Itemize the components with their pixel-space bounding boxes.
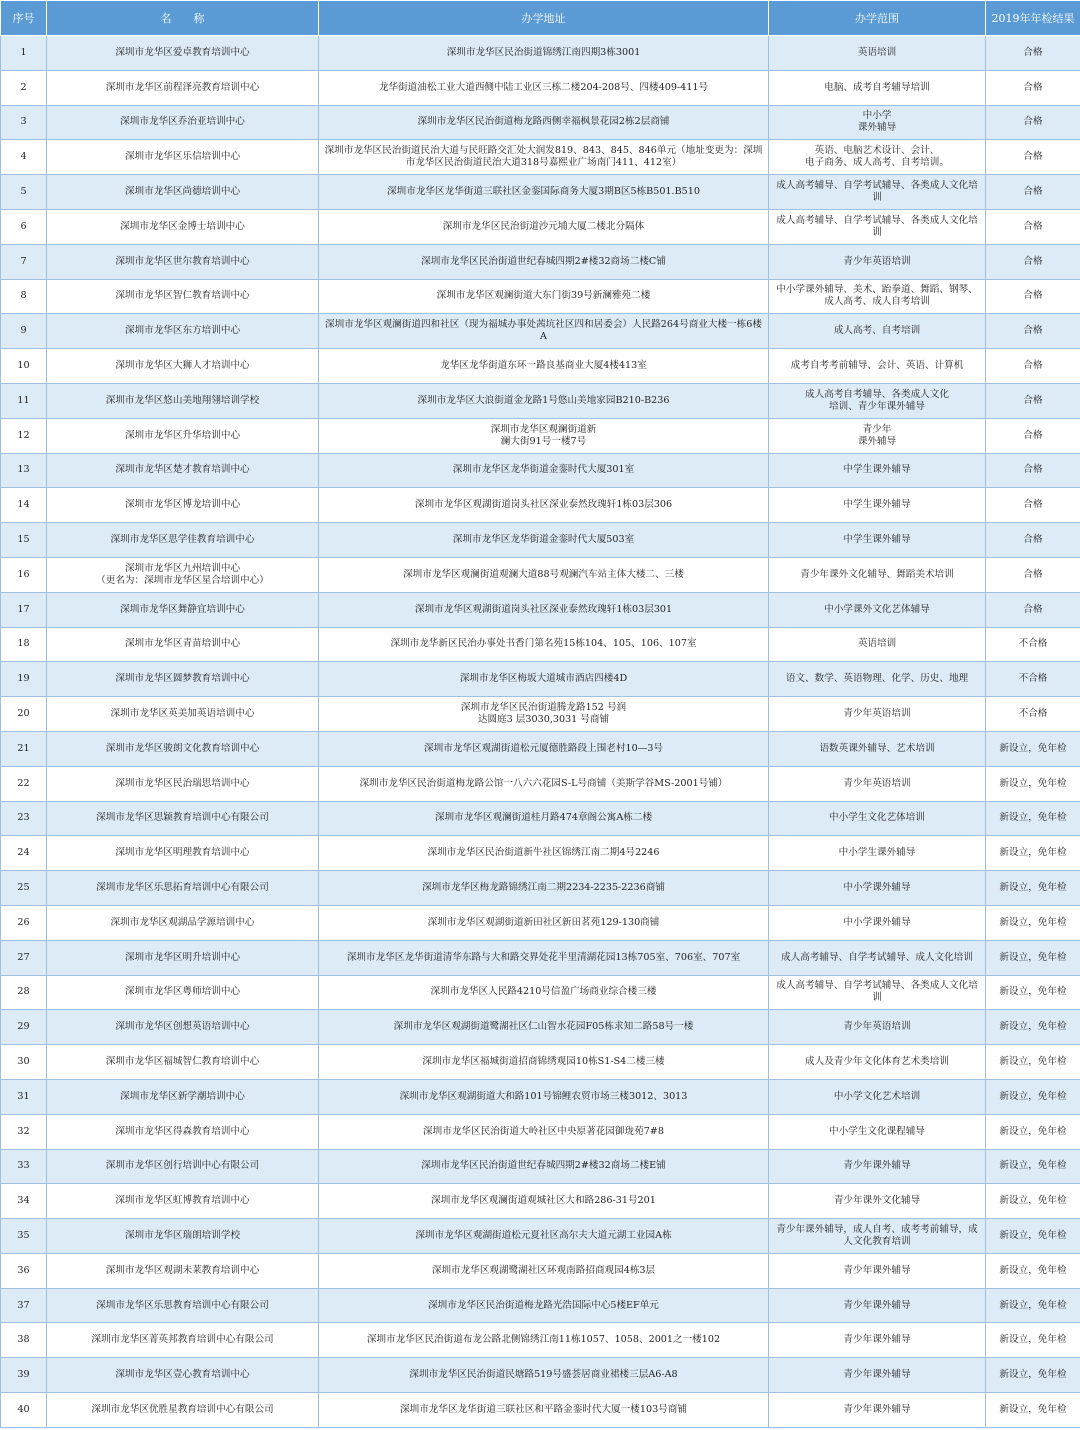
table-row [1, 488, 1080, 523]
cell-address: 深圳市龙华区观澜街道新 澜大街91号一楼7号 [319, 418, 769, 453]
cell-scope: 中小学文化艺术培训 [769, 1079, 986, 1114]
cell-scope: 中小学课外辅导 [769, 871, 986, 906]
cell-seq: 20 [1, 697, 47, 732]
cell-result: 合格 [986, 383, 1080, 418]
cell-name: 深圳市龙华区优胜星教育培训中心有限公司 [47, 1393, 319, 1428]
cell-name: 深圳市龙华区英美加英语培训中心 [47, 697, 319, 732]
cell-name: 深圳市龙华区东方培训中心 [47, 314, 319, 349]
cell-scope: 语文、数学、英语物理、化学、历史、地理 [769, 662, 986, 697]
cell-address: 深圳市龙华区观湖街道新田社区新田茗苑129-130商铺 [319, 905, 769, 940]
cell-result: 不合格 [986, 662, 1080, 697]
cell-scope: 电脑、成考自考辅导培训 [769, 70, 986, 105]
table-row [1, 140, 1080, 175]
table-row [1, 801, 1080, 836]
cell-scope: 青少年课外辅导 [769, 1288, 986, 1323]
cell-address: 深圳市龙华区民治街道梅龙路光浩国际中心5楼EF单元 [319, 1288, 769, 1323]
cell-result: 新设立，免年检 [986, 905, 1080, 940]
table-row [1, 314, 1080, 349]
cell-name: 深圳市龙华区悠山美地翔翎培训学校 [47, 383, 319, 418]
cell-name: 深圳市龙华区大狮人才培训中心 [47, 349, 319, 384]
cell-name: 深圳市龙华区青苗培训中心 [47, 627, 319, 662]
table-row [1, 975, 1080, 1010]
cell-name: 深圳市龙华区尚德培训中心 [47, 175, 319, 210]
table-row [1, 1045, 1080, 1080]
cell-address: 深圳市龙华区龙华街道金銮时代大厦503室 [319, 523, 769, 558]
cell-name: 深圳市龙华区瑞朗培训学校 [47, 1219, 319, 1254]
cell-scope: 青少年英语培训 [769, 697, 986, 732]
cell-result: 合格 [986, 349, 1080, 384]
cell-result: 合格 [986, 557, 1080, 592]
table-row [1, 349, 1080, 384]
cell-name: 深圳市龙华区九州培训中心 （更名为：深圳市龙华区星合培训中心） [47, 557, 319, 592]
cell-result: 新设立，免年检 [986, 1114, 1080, 1149]
cell-name: 深圳市龙华区升华培训中心 [47, 418, 319, 453]
cell-result: 合格 [986, 140, 1080, 175]
cell-address: 深圳市龙华区观澜街道桂月路474章阁公寓A栋二楼 [319, 801, 769, 836]
cell-result: 新设立，免年检 [986, 1045, 1080, 1080]
cell-seq: 21 [1, 731, 47, 766]
cell-seq: 13 [1, 453, 47, 488]
cell-scope: 青少年课外辅导 [769, 1149, 986, 1184]
cell-result: 合格 [986, 175, 1080, 210]
table-row [1, 1149, 1080, 1184]
cell-address: 深圳市龙华区民治街道布龙公路北侧锦绣江南11栋1057、1058、2001之一楼102 [319, 1323, 769, 1358]
table-header [1, 1, 1080, 36]
cell-name: 深圳市龙华区圆梦教育培训中心 [47, 662, 319, 697]
cell-address: 深圳市龙华区大浪街道金龙路1号悠山美地家园B210-B236 [319, 383, 769, 418]
cell-address: 龙华街道油松工业大道西侧中陆工业区三栋二楼204-208号、四楼409-411号 [319, 70, 769, 105]
cell-scope: 青少年课外辅导，成人自考、成考考前辅导，成人文化教育培训 [769, 1219, 986, 1254]
cell-name: 深圳市龙华区世尔教育培训中心 [47, 244, 319, 279]
table-row [1, 209, 1080, 244]
cell-result: 新设立，免年检 [986, 1149, 1080, 1184]
cell-result: 不合格 [986, 697, 1080, 732]
cell-address: 深圳市龙华区民治街道梅龙路公馆一八六六花园S-L号商铺（美斯学谷MS-2001号铺） [319, 766, 769, 801]
cell-name: 深圳市龙华区博龙培训中心 [47, 488, 319, 523]
cell-seq: 40 [1, 1393, 47, 1428]
cell-address: 深圳市龙华区观澜街道观澜大道88号观澜汽车站主体大楼二、三楼 [319, 557, 769, 592]
cell-name: 深圳市龙华区创想英语培训中心 [47, 1010, 319, 1045]
cell-result: 合格 [986, 209, 1080, 244]
cell-result: 新设立，免年检 [986, 940, 1080, 975]
cell-result: 合格 [986, 70, 1080, 105]
cell-scope: 青少年课外辅导 [769, 1393, 986, 1428]
cell-scope: 成人高考辅导、自学考试辅导、各类成人文化培训 [769, 209, 986, 244]
cell-seq: 19 [1, 662, 47, 697]
cell-address: 深圳市龙华区民治街道沙元埔大厦二楼北分隔体 [319, 209, 769, 244]
cell-seq: 2 [1, 70, 47, 105]
cell-name: 深圳市龙华区明升培训中心 [47, 940, 319, 975]
cell-name: 深圳市龙华区民治瑞思培训中心 [47, 766, 319, 801]
cell-seq: 33 [1, 1149, 47, 1184]
header-address: 办学地址 [319, 1, 769, 36]
cell-address: 深圳市龙华区民治街道民治大道与民旺路交汇处大润发819、843、845、846单元（地址变更为：深圳市龙华区民治街道民治大道318号嘉熙业广场南门411、412室） [319, 140, 769, 175]
cell-name: 深圳市龙华区壹心教育培训中心 [47, 1358, 319, 1393]
cell-result: 新设立，免年检 [986, 975, 1080, 1010]
table-row [1, 1010, 1080, 1045]
cell-seq: 3 [1, 105, 47, 140]
cell-name: 深圳市龙华区前程泽亮教育培训中心 [47, 70, 319, 105]
header-row [1, 1, 1080, 36]
cell-scope: 中学生课外辅导 [769, 523, 986, 558]
cell-name: 深圳市龙华区观湖未莱教育培训中心 [47, 1253, 319, 1288]
cell-scope: 成人高考辅导、自学考试辅导、各类成人文化培训 [769, 975, 986, 1010]
cell-result: 新设立，免年检 [986, 1323, 1080, 1358]
table-body [1, 36, 1080, 1428]
cell-result: 新设立，免年检 [986, 1184, 1080, 1219]
cell-seq: 36 [1, 1253, 47, 1288]
table-row [1, 592, 1080, 627]
cell-seq: 28 [1, 975, 47, 1010]
cell-name: 深圳市龙华区菁英邦教育培训中心有限公司 [47, 1323, 319, 1358]
cell-name: 深圳市龙华区乐思拓育培训中心有限公司 [47, 871, 319, 906]
cell-scope: 成人高考辅导、自学考试辅导、各类成人文化培训 [769, 175, 986, 210]
cell-scope: 成考自考考前辅导、会计、英语、计算机 [769, 349, 986, 384]
cell-seq: 8 [1, 279, 47, 314]
cell-name: 深圳市龙华区得森教育培训中心 [47, 1114, 319, 1149]
cell-seq: 6 [1, 209, 47, 244]
table-row [1, 766, 1080, 801]
header-name: 名 称 [47, 1, 319, 36]
cell-address: 深圳市龙华区民治街道世纪春城四期2#楼32商场二楼E铺 [319, 1149, 769, 1184]
table-row [1, 1114, 1080, 1149]
cell-result: 新设立，免年检 [986, 1358, 1080, 1393]
cell-scope: 青少年课外文化辅导、舞蹈美术培训 [769, 557, 986, 592]
cell-name: 深圳市龙华区爱卓教育培训中心 [47, 36, 319, 71]
cell-result: 合格 [986, 314, 1080, 349]
cell-address: 深圳市龙华区观湖鹭湖社区环观南路招商观园4栋3层 [319, 1253, 769, 1288]
cell-address: 深圳市龙华区梅龙路锦绣江南二期2234-2235-2236商铺 [319, 871, 769, 906]
cell-result: 新设立，免年检 [986, 731, 1080, 766]
cell-name: 深圳市龙华区粤师培训中心 [47, 975, 319, 1010]
cell-scope: 成人高考辅导、自学考试辅导、成人文化培训 [769, 940, 986, 975]
table-row [1, 1184, 1080, 1219]
cell-seq: 27 [1, 940, 47, 975]
cell-seq: 18 [1, 627, 47, 662]
header-seq: 序号 [1, 1, 47, 36]
table-row [1, 1323, 1080, 1358]
cell-seq: 15 [1, 523, 47, 558]
cell-scope: 青少年课外辅导 [769, 1323, 986, 1358]
cell-scope: 成人高考、自考培训 [769, 314, 986, 349]
cell-scope: 中小学课外辅导、美术、跆拳道、舞蹈、钢琴、成人高考、成人自考培训 [769, 279, 986, 314]
cell-seq: 5 [1, 175, 47, 210]
cell-result: 不合格 [986, 627, 1080, 662]
table-row [1, 871, 1080, 906]
cell-result: 新设立，免年检 [986, 801, 1080, 836]
cell-seq: 32 [1, 1114, 47, 1149]
cell-name: 深圳市龙华区创行培训中心有限公司 [47, 1149, 319, 1184]
cell-seq: 11 [1, 383, 47, 418]
cell-scope: 成人高考自考辅导、各类成人文化 培训、青少年课外辅导 [769, 383, 986, 418]
cell-address: 深圳市龙华区民治街道腾龙路152 号润 达圆庭3 层3030,3031 号商铺 [319, 697, 769, 732]
cell-name: 深圳市龙华区骏朗文化教育培训中心 [47, 731, 319, 766]
table-row [1, 70, 1080, 105]
cell-address: 龙华区龙华街道东环一路良基商业大厦4楼413室 [319, 349, 769, 384]
table-row [1, 175, 1080, 210]
table-row [1, 523, 1080, 558]
table-row [1, 940, 1080, 975]
cell-scope: 青少年课外文化辅导 [769, 1184, 986, 1219]
cell-seq: 4 [1, 140, 47, 175]
cell-result: 合格 [986, 488, 1080, 523]
cell-seq: 34 [1, 1184, 47, 1219]
cell-scope: 中小学生文化课程辅导 [769, 1114, 986, 1149]
cell-seq: 39 [1, 1358, 47, 1393]
table-row [1, 418, 1080, 453]
cell-address: 深圳市龙华区观湖街道岗头社区深业泰然玫瑰轩1栋03层306 [319, 488, 769, 523]
cell-name: 深圳市龙华区金博士培训中心 [47, 209, 319, 244]
cell-scope: 青少年英语培训 [769, 244, 986, 279]
cell-address: 深圳市龙华区观湖街道松元夏社区高尔夫大道元湖工业园A栋 [319, 1219, 769, 1254]
cell-address: 深圳市龙华区龙华街道金銮时代大厦301室 [319, 453, 769, 488]
cell-scope: 成人及青少年文化体育艺术类培训 [769, 1045, 986, 1080]
table-row [1, 1288, 1080, 1323]
cell-result: 新设立，免年检 [986, 1079, 1080, 1114]
table-row [1, 662, 1080, 697]
cell-name: 深圳市龙华区智仁教育培训中心 [47, 279, 319, 314]
table-row [1, 627, 1080, 662]
cell-result: 新设立，免年检 [986, 1219, 1080, 1254]
cell-result: 合格 [986, 244, 1080, 279]
cell-seq: 37 [1, 1288, 47, 1323]
cell-address: 深圳市龙华区观湖街道松元厦德胜路段上围老村10—3号 [319, 731, 769, 766]
cell-name: 深圳市龙华区福城智仁教育培训中心 [47, 1045, 319, 1080]
table-row [1, 383, 1080, 418]
cell-seq: 35 [1, 1219, 47, 1254]
cell-scope: 中学生课外辅导 [769, 488, 986, 523]
cell-result: 合格 [986, 523, 1080, 558]
cell-seq: 12 [1, 418, 47, 453]
cell-address: 深圳市龙华区龙华街道清华东路与大和路交界处花半里清湖花园13栋705室、706室、707室 [319, 940, 769, 975]
table-row [1, 836, 1080, 871]
cell-result: 合格 [986, 418, 1080, 453]
cell-seq: 29 [1, 1010, 47, 1045]
cell-address: 深圳市龙华区龙华街道三联社区和平路金銮时代大厦一楼103号商铺 [319, 1393, 769, 1428]
cell-scope: 中小学生文化艺体培训 [769, 801, 986, 836]
table-row [1, 36, 1080, 71]
cell-scope: 青少年英语培训 [769, 766, 986, 801]
table-row [1, 453, 1080, 488]
table-row [1, 105, 1080, 140]
cell-result: 新设立，免年检 [986, 871, 1080, 906]
cell-scope: 中小学课外文化艺体辅导 [769, 592, 986, 627]
cell-result: 合格 [986, 592, 1080, 627]
cell-scope: 青少年课外辅导 [769, 1253, 986, 1288]
cell-address: 深圳市龙华新区民治办事处书香门第名苑15栋104、105、106、107室 [319, 627, 769, 662]
cell-result: 新设立，免年检 [986, 1253, 1080, 1288]
cell-seq: 9 [1, 314, 47, 349]
header-scope: 办学范围 [769, 1, 986, 36]
cell-name: 深圳市龙华区乐思教育培训中心有限公司 [47, 1288, 319, 1323]
cell-address: 深圳市龙华区观澜街道四和社区（现为福城办事处茜坑社区四和居委会）人民路264号商业大楼一栋6楼A [319, 314, 769, 349]
cell-address: 深圳市龙华区民治街道世纪春城四期2#楼32商场二楼C铺 [319, 244, 769, 279]
header-result: 2019年年检结果 [986, 1, 1080, 36]
cell-scope: 青少年 课外辅导 [769, 418, 986, 453]
table-row [1, 905, 1080, 940]
cell-scope: 青少年课外辅导 [769, 1358, 986, 1393]
cell-result: 合格 [986, 36, 1080, 71]
cell-result: 新设立，免年检 [986, 1393, 1080, 1428]
cell-seq: 17 [1, 592, 47, 627]
cell-name: 深圳市龙华区思颖教育培训中心有限公司 [47, 801, 319, 836]
cell-seq: 30 [1, 1045, 47, 1080]
cell-result: 合格 [986, 453, 1080, 488]
table-row [1, 557, 1080, 592]
cell-scope: 英语、电脑艺术设计、会计、 电子商务、成人高考、自考培训。 [769, 140, 986, 175]
cell-name: 深圳市龙华区思学佳教育培训中心 [47, 523, 319, 558]
cell-address: 深圳市龙华区观澜街道大东门街39号新澜雅苑二楼 [319, 279, 769, 314]
cell-seq: 25 [1, 871, 47, 906]
table-row [1, 1253, 1080, 1288]
cell-result: 新设立，免年检 [986, 1010, 1080, 1045]
cell-address: 深圳市龙华区民治街道新牛社区锦绣江南二期4号2246 [319, 836, 769, 871]
cell-address: 深圳市龙华区观湖街道鹭湖社区仁山智水花园F05栋求知二路58号一楼 [319, 1010, 769, 1045]
cell-scope: 中小学生课外辅导 [769, 836, 986, 871]
cell-address: 深圳市龙华区观湖街道大和路101号锦鲤农贸市场三楼3012、3013 [319, 1079, 769, 1114]
cell-address: 深圳市龙华区民治街道大岭社区中央原著花园御珑苑7#8 [319, 1114, 769, 1149]
cell-name: 深圳市龙华区明理教育培训中心 [47, 836, 319, 871]
cell-seq: 7 [1, 244, 47, 279]
cell-name: 深圳市龙华区乐信培训中心 [47, 140, 319, 175]
cell-seq: 31 [1, 1079, 47, 1114]
cell-result: 新设立，免年检 [986, 1288, 1080, 1323]
cell-scope: 语数英课外辅导、艺术培训 [769, 731, 986, 766]
cell-seq: 16 [1, 557, 47, 592]
cell-result: 合格 [986, 279, 1080, 314]
cell-scope: 中小学 课外辅导 [769, 105, 986, 140]
cell-name: 深圳市龙华区楚才教育培训中心 [47, 453, 319, 488]
cell-result: 新设立，免年检 [986, 836, 1080, 871]
cell-seq: 38 [1, 1323, 47, 1358]
cell-name: 深圳市龙华区新学潮培训中心 [47, 1079, 319, 1114]
cell-address: 深圳市龙华区福城街道招商锦绣观园10栋S1-S4二楼三楼 [319, 1045, 769, 1080]
cell-name: 深圳市龙华区虹博教育培训中心 [47, 1184, 319, 1219]
cell-seq: 22 [1, 766, 47, 801]
cell-scope: 中学生课外辅导 [769, 453, 986, 488]
cell-result: 新设立，免年检 [986, 766, 1080, 801]
cell-address: 深圳市龙华区龙华街道三联社区金銮国际商务大厦3期B区5栋B501.B510 [319, 175, 769, 210]
cell-address: 深圳市龙华区民治街道民塘路519号盛荟居商业裙楼三层A6-A8 [319, 1358, 769, 1393]
cell-address: 深圳市龙华区人民路4210号信盈广场商业综合楼三楼 [319, 975, 769, 1010]
cell-seq: 24 [1, 836, 47, 871]
cell-seq: 23 [1, 801, 47, 836]
table-row [1, 731, 1080, 766]
cell-address: 深圳市龙华区民治街道锦绣江南四期3栋3001 [319, 36, 769, 71]
table-row [1, 1393, 1080, 1428]
cell-address: 深圳市龙华区观湖街道岗头社区深业泰然玫瑰轩1栋03层301 [319, 592, 769, 627]
cell-address: 深圳市龙华区观澜街道观城社区大和路286-31号201 [319, 1184, 769, 1219]
cell-scope: 英语培训 [769, 36, 986, 71]
cell-name: 深圳市龙华区舞静宜培训中心 [47, 592, 319, 627]
cell-scope: 中小学课外辅导 [769, 905, 986, 940]
table-row [1, 279, 1080, 314]
table-row [1, 1079, 1080, 1114]
table-row [1, 1219, 1080, 1254]
cell-result: 合格 [986, 105, 1080, 140]
table-row [1, 697, 1080, 732]
cell-address: 深圳市龙华区梅坂大道城市酒店四楼4D [319, 662, 769, 697]
cell-scope: 英语培训 [769, 627, 986, 662]
cell-name: 深圳市龙华区观湖品学源培训中心 [47, 905, 319, 940]
table-row [1, 244, 1080, 279]
cell-address: 深圳市龙华区民治街道梅龙路西侧幸福枫景花园2栋2层商铺 [319, 105, 769, 140]
cell-seq: 1 [1, 36, 47, 71]
cell-name: 深圳市龙华区乔治亚培训中心 [47, 105, 319, 140]
cell-seq: 14 [1, 488, 47, 523]
cell-scope: 青少年英语培训 [769, 1010, 986, 1045]
table-row [1, 1358, 1080, 1393]
cell-seq: 26 [1, 905, 47, 940]
cell-seq: 10 [1, 349, 47, 384]
